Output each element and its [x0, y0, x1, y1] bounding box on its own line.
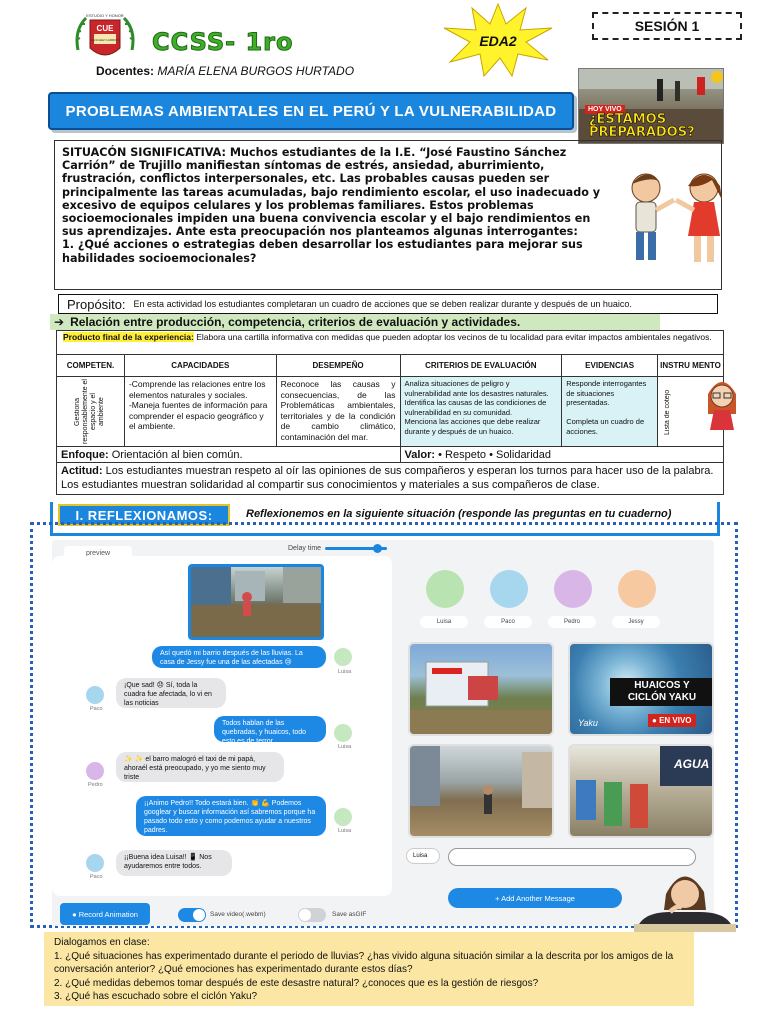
relation-heading-text: Relación entre producción, competencia, criterios de evaluación y actividades. [70, 315, 521, 329]
preview-tab[interactable]: preview [64, 546, 132, 560]
situation-label: SITUACÓN SIGNIFICATIVA: [62, 146, 226, 159]
record-animation-button[interactable]: ● Record Animation [60, 903, 150, 925]
header-evidencias: EVIDENCIAS [562, 355, 658, 377]
dialogue-title: Dialogamos en clase: [54, 937, 150, 948]
header-desempeno: DESEMPEÑO [276, 355, 400, 377]
enfoque-row [57, 447, 724, 463]
dialogue-box [44, 932, 694, 1006]
image-tile-water[interactable] [568, 744, 714, 838]
valor-text: • Respeto • Solidaridad [438, 448, 552, 461]
reflect-heading: I. REFLEXIONAMOS: [58, 504, 230, 526]
chat-message-3: Todos hablan de las quebradas, y huaicos, todo esto es de terror... [214, 716, 326, 742]
avatar-name: Luisa [338, 744, 352, 750]
product-cell [57, 331, 724, 355]
avatar-name: Pedro [88, 782, 103, 788]
message-input[interactable] [448, 848, 696, 866]
evidencias-cell: Responde interrogantes de situaciones presentadas. Completa un cuadro de acciones. [562, 377, 658, 447]
avatar-paco [86, 686, 104, 704]
product-row [57, 331, 724, 355]
delay-slider[interactable] [325, 547, 387, 550]
thinking-girl-illustration [630, 866, 738, 932]
purpose-label: Propósito: [67, 296, 126, 312]
avatar-luisa [334, 648, 352, 666]
competencia-text: Gestiona responsablemente el espacio y el ambiente [74, 379, 106, 444]
live-tag: ● EN VIVO [648, 714, 696, 727]
add-message-button[interactable]: + Add Another Message [448, 888, 622, 908]
criterios-cell: Analiza situaciones de peligro y vulnerabilidad ante los desastres naturales. Identifica las causas de las condiciones de vulnerabilidad en su comunidad. Menciona las acciones que debe realizar durante y después de un huaico. [400, 377, 562, 447]
enfoque-label: Enfoque: [61, 448, 109, 461]
teachers-name: MARÍA ELENA BURGOS HURTADO [157, 64, 355, 78]
teachers-label: Docentes: [96, 64, 155, 78]
image-tile-news[interactable] [408, 642, 554, 736]
reflect-subtitle: Reflexionemos en la siguiente situación (responde las preguntas en tu cuaderno) [246, 508, 672, 520]
character-name-pedro: Pedro [548, 616, 596, 628]
image-tile-street[interactable] [408, 744, 554, 838]
instrumento-text: Lista de cotejo [664, 388, 672, 435]
dialogue-question-1: 1. ¿Qué situaciones has experimentado durante el periodo de lluvias? ¿has vivido alguna situación similar a la descrita por los amigos de la conversación anterior? ¿Qué emociones has experimentado durante estos días? [54, 950, 674, 975]
avatar-luisa [334, 724, 352, 742]
avatar-name: Paco [90, 706, 103, 712]
session-box: SESIÓN 1 [592, 12, 742, 40]
chat-message-2: ¡Que sad! 😞 Sí, toda la cuadra fue afectada, lo vi en las noticias [116, 678, 226, 708]
save-gif-label: Save asGIF [332, 911, 367, 918]
chat-message-1: Así quedó mi barrio después de las lluvias. La casa de Jessy fue una de las afectadas 😢 [152, 646, 326, 668]
teacher-illustration [702, 374, 742, 430]
chat-message-4: ✨ ✨ el barro malogró el taxi de mi papá, ahoraél está preocupado, y yo me siento muy triste [116, 752, 284, 782]
header-capacidades: CAPACIDADES [124, 355, 276, 377]
capacidades-cell: -Comprende las relaciones entre los elementos naturales y sociales. -Maneja fuentes de información para comprender el espacio geográfico y el ambiente. [124, 377, 276, 447]
competencia-cell [57, 377, 125, 447]
avatar-name: Paco [90, 874, 103, 880]
header-criterios: CRITERIOS DE EVALUACIÓN [400, 355, 562, 377]
character-name-luisa: Luisa [420, 616, 468, 628]
desempeno-cell: Reconoce las causas y consecuencias, de las Problemáticas ambientales, territoriales y de la condición de cambio climático, contaminación del mar. [276, 377, 400, 447]
avatar-paco [86, 854, 104, 872]
relation-heading [50, 314, 660, 330]
delay-label: Delay time [288, 545, 322, 552]
svg-text:EDA2: EDA2 [479, 33, 517, 49]
product-text: Elabora una cartilla informativa con medidas que pueden adoptar los vecinos de tu localidad para evitar impactos ambientales negativos. [196, 332, 712, 342]
save-gif-toggle[interactable] [298, 908, 326, 922]
teachers-line [96, 64, 354, 78]
svg-text:ESTUDIO Y HONOR: ESTUDIO Y HONOR [86, 13, 124, 18]
image-tile-cyclone[interactable] [568, 642, 714, 736]
situation-body: Muchos estudiantes de la I.E. “José Faustino Sánchez Carrión” de Trujillo manifiestan síntomas de estrés, ansiedad, aburrimiento, frustración, conflictos interpersonales, etc. Las probables causas pueden ser principalmente las tareas acumuladas, bajo rendimiento escolar, el uso inadecuado y excesivo de equipos celulares y los problemas familiares. Estos problemas socioemocionales impiden una buena convivencia escolar y el bajo rendimientos en sus aprendizajes. Ante esta preocupación nos planteamos algunas interrogantes: [62, 146, 601, 239]
situation-text [62, 146, 610, 265]
header-competencia: COMPETEN. [57, 355, 125, 377]
course-title: CCSS- 1ro [152, 28, 294, 56]
flood-photo [188, 564, 324, 640]
avatar-luisa [334, 808, 352, 826]
table-header-row [57, 355, 724, 377]
situation-question: 1. ¿Qué acciones o estrategias deben desarrollar los estudiantes para mejorar sus habilidades socioemocionales? [62, 238, 583, 265]
news-headline: ¿ESTAMOS PREPARADOS? [589, 112, 695, 140]
actitud-row [57, 463, 724, 495]
character-name-paco: Paco [484, 616, 532, 628]
actitud-text: Los estudiantes muestran respeto al oír las opiniones de sus compañeros y esperan los turnos para hacer uso de la palabra. Los estudiantes muestran solidaridad al compartir sus conocimientos y materiales a sus compañeros de clase. [61, 465, 714, 491]
character-jessy[interactable] [618, 570, 656, 608]
character-select[interactable]: Luisa [406, 848, 440, 864]
actitud-cell [57, 463, 724, 495]
character-luisa[interactable] [426, 570, 464, 608]
kids-illustration [612, 166, 740, 270]
enfoque-cell [57, 447, 401, 463]
chat-message-5: ¡¡Animo Pedro!! Todo estará bien. 👏 💪 Podemos googlear y buscar información así sabremos porque ha pasado todo esto y como podemos ayudar a nuestros padres. [136, 796, 326, 836]
svg-text:CUE: CUE [96, 24, 114, 33]
svg-text:AGUA: AGUA [674, 757, 710, 771]
character-name-jessy: Jessy [612, 616, 660, 628]
competency-table [56, 330, 724, 495]
avatar-name: Luisa [338, 828, 352, 834]
school-logo [72, 10, 138, 68]
delay-time-control[interactable] [288, 545, 387, 552]
arrow-right-icon: ➔ [54, 315, 65, 329]
character-pedro[interactable] [554, 570, 592, 608]
dialogue-question-3: 3. ¿Qué has escuchado sobre el ciclón Yaku? [54, 991, 258, 1002]
delay-slider-knob[interactable] [373, 544, 382, 553]
product-label: Producto final de la experiencia: [63, 332, 194, 342]
valor-cell [400, 447, 724, 463]
character-paco[interactable] [490, 570, 528, 608]
news-thumbnail [578, 68, 724, 144]
purpose-box [58, 294, 718, 314]
cyclone-headline: HUAICOS Y CICLÓN YAKU [610, 678, 714, 706]
avatar-pedro [86, 762, 104, 780]
news-live-tag: HOY VIVO [585, 105, 625, 114]
valor-label: Valor: [404, 448, 436, 461]
svg-text:SANCHEZ CARRION: SANCHEZ CARRION [90, 38, 120, 42]
page-title: PROBLEMAS AMBIENTALES EN EL PERÚ Y LA VULNERABILIDAD [48, 92, 574, 130]
avatar-name: Luisa [338, 669, 352, 675]
enfoque-text: Orientación al bien común. [111, 448, 243, 461]
header-instrumento: INSTRU MENTO [658, 355, 724, 377]
save-video-label: Save video(.webm) [210, 911, 266, 918]
eda-star-badge [440, 2, 556, 78]
purpose-text: En esta actividad los estudiantes completaran un cuadro de acciones que se deben realizar durante y después de un huaico. [133, 299, 632, 309]
table-row [57, 377, 724, 447]
chat-message-6: ¡¡Buena idea Luisa!! 📱 Nos ayudaremos entre todos. [116, 850, 232, 876]
save-video-toggle[interactable] [178, 908, 206, 922]
dialogue-question-2: 2. ¿Qué medidas debemos tomar después de este desastre natural? ¿conoces que es la gestión de riesgos? [54, 977, 539, 989]
actitud-label: Actitud: [61, 465, 103, 477]
yaku-label: Yaku [578, 718, 598, 728]
